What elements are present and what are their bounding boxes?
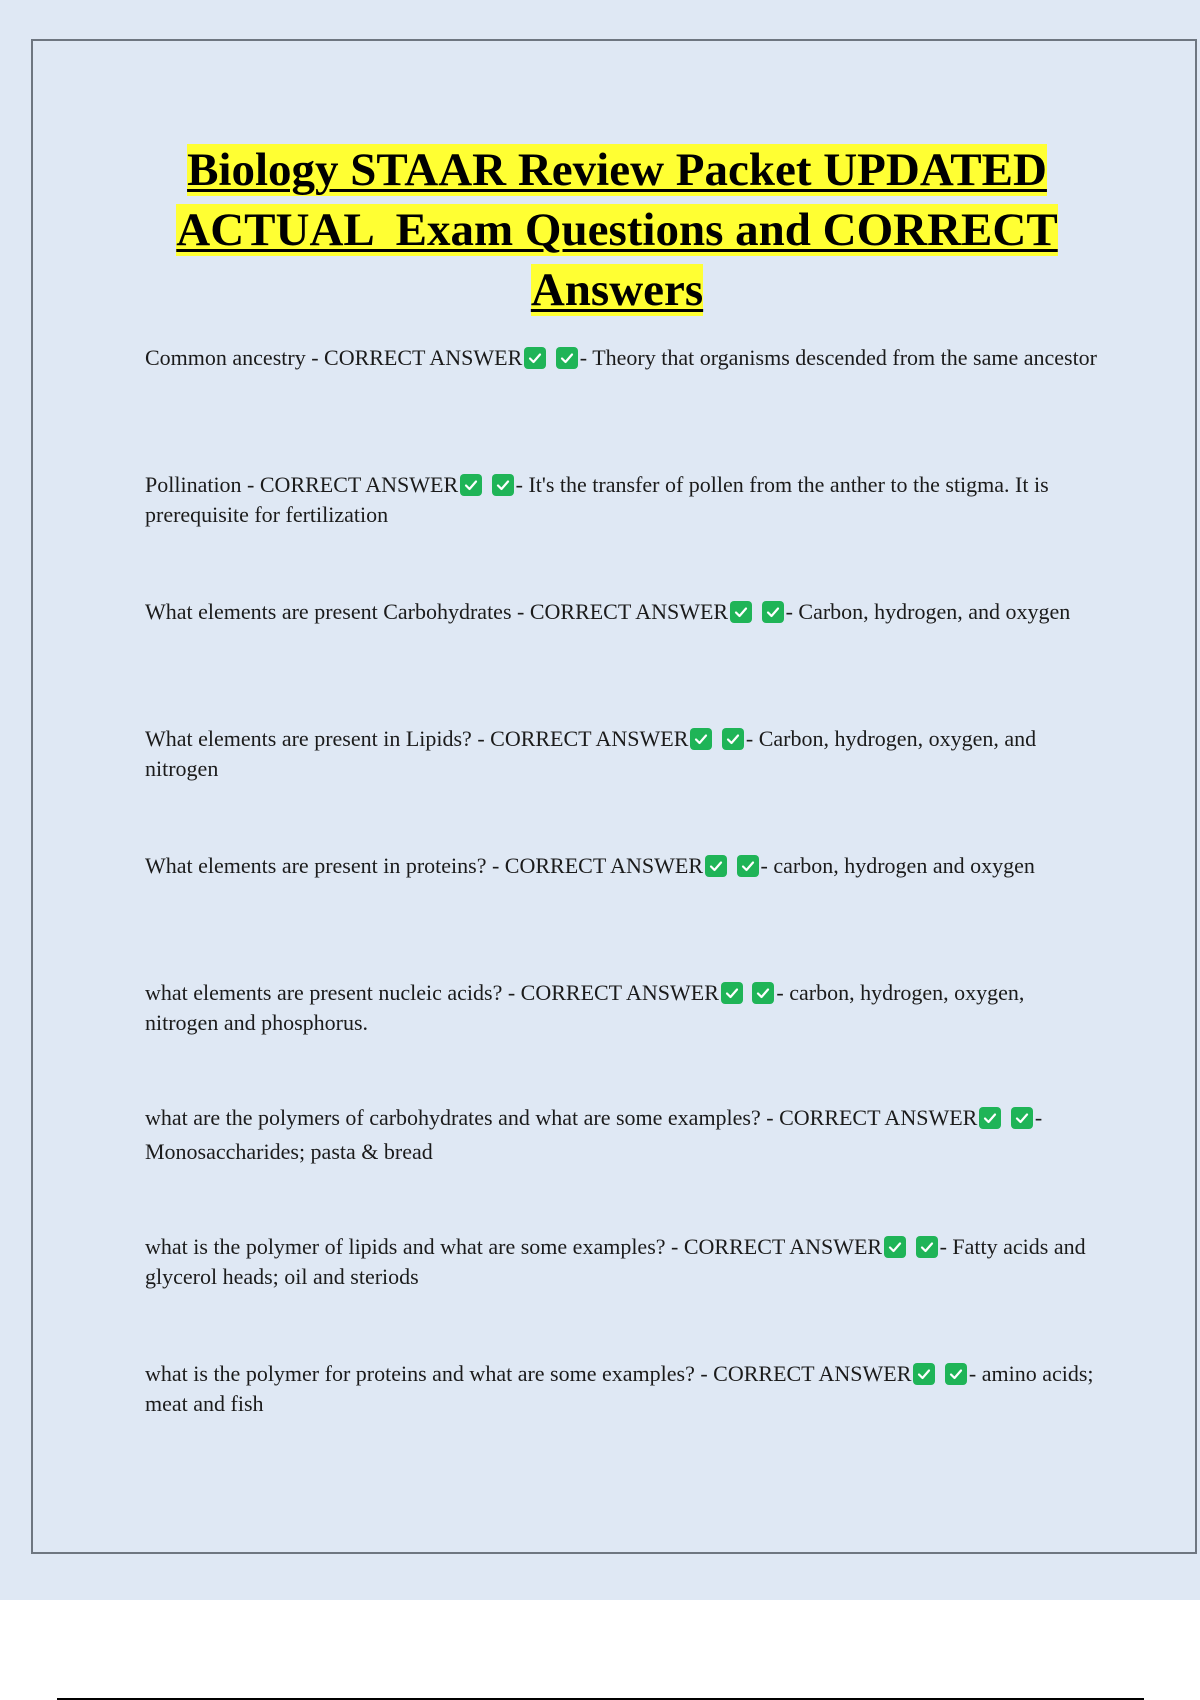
answer-text: - carbon, hydrogen, oxygen, nitrogen and phosphorus. — [145, 980, 1025, 1035]
green-checkbox-icon — [762, 601, 784, 623]
question-text: Pollination - CORRECT ANSWER — [145, 472, 459, 497]
green-checkbox-icon — [945, 1363, 967, 1385]
green-checkbox-icon — [705, 855, 727, 877]
title-line-3: Answers — [530, 264, 704, 316]
question-text: what are the polymers of carbohydrates and what are some examples? - CORRECT ANSWER — [145, 1105, 978, 1130]
green-checkbox-icon — [492, 474, 514, 496]
qa-item — [145, 1101, 1100, 1169]
document-title — [31, 140, 1200, 320]
green-checkbox-icon — [916, 1236, 938, 1258]
answer-text: - Monosaccharides; pasta & bread — [145, 1105, 1043, 1164]
question-text: what elements are present nucleic acids? - CORRECT ANSWER — [145, 980, 719, 1005]
title-line-2: ACTUAL Exam Questions and CORRECT — [176, 204, 1058, 256]
qa-item — [145, 724, 1100, 784]
qa-item — [145, 343, 1100, 373]
green-checkbox-icon — [730, 601, 752, 623]
question-text: What elements are present Carbohydrates - CORRECT ANSWER — [145, 599, 729, 624]
green-checkbox-icon — [1011, 1107, 1033, 1129]
qa-item — [145, 597, 1100, 627]
green-checkbox-icon — [690, 728, 712, 750]
green-checkbox-icon — [721, 982, 743, 1004]
question-text: What elements are present in proteins? - CORRECT ANSWER — [145, 853, 704, 878]
answer-text: - Theory that organisms descended from the same ancestor — [579, 345, 1098, 370]
green-checkbox-icon — [722, 728, 744, 750]
qa-item — [145, 978, 1100, 1038]
green-checkbox-icon — [524, 347, 546, 369]
title-line-1: Biology STAAR Review Packet UPDATED — [187, 144, 1047, 196]
qa-item — [145, 1232, 1100, 1292]
answer-text: - Fatty acids and glycerol heads; oil and steriods — [145, 1234, 1086, 1289]
answer-text: - Carbon, hydrogen, and oxygen — [785, 599, 1071, 624]
question-text: what is the polymer of lipids and what are some examples? - CORRECT ANSWER — [145, 1234, 883, 1259]
green-checkbox-icon — [737, 855, 759, 877]
answer-text: - Carbon, hydrogen, oxygen, and nitrogen — [145, 726, 1037, 781]
green-checkbox-icon — [913, 1363, 935, 1385]
qa-item — [145, 1359, 1100, 1419]
question-text: What elements are present in Lipids? - CORRECT ANSWER — [145, 726, 689, 751]
answer-text: - amino acids; meat and fish — [145, 1361, 1094, 1416]
qa-item — [145, 851, 1100, 881]
green-checkbox-icon — [884, 1236, 906, 1258]
qa-item — [145, 470, 1100, 530]
question-text: what is the polymer for proteins and what are some examples? - CORRECT ANSWER — [145, 1361, 912, 1386]
green-checkbox-icon — [460, 474, 482, 496]
answer-text: - carbon, hydrogen and oxygen — [760, 853, 1035, 878]
answer-text: - It's the transfer of pollen from the anther to the stigma. It is prerequisite for fertilization — [145, 472, 1049, 527]
green-checkbox-icon — [752, 982, 774, 1004]
green-checkbox-icon — [979, 1107, 1001, 1129]
green-checkbox-icon — [556, 347, 578, 369]
question-text: Common ancestry - CORRECT ANSWER — [145, 345, 523, 370]
